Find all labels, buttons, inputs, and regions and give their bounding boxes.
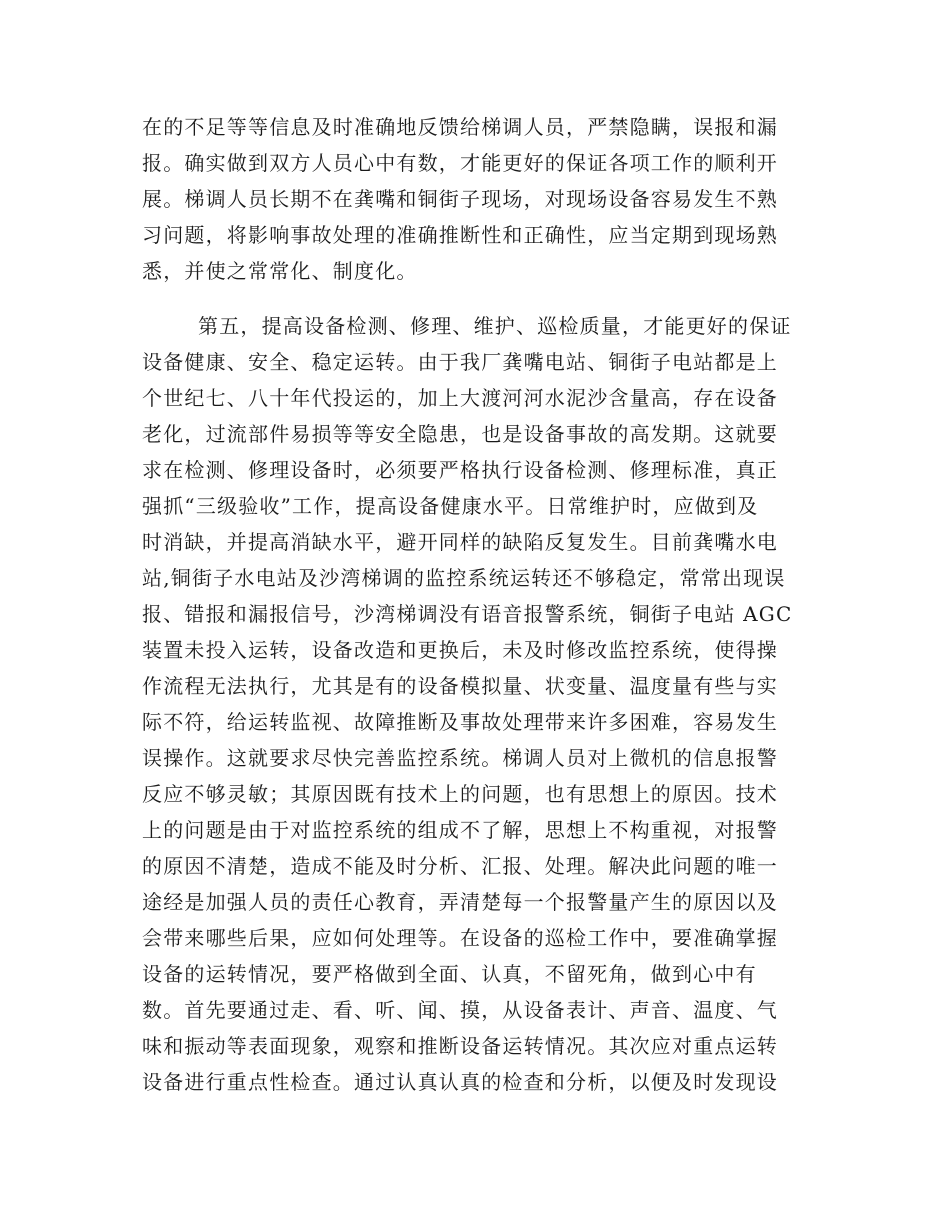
text-line: 作流程无法执行，尤其是有的设备模拟量、状变量、温度量有些与实 [142,674,778,698]
text-line: 老化，过流部件易损等等安全隐患，也是设备事故的高发期。这就要 [142,422,778,446]
text-line: 设备进行重点性检查。通过认真认真的检查和分析，以便及时发现设 [142,1070,778,1094]
text-line: 际不符，给运转监视、故障推断及事故处理带来许多困难，容易发生 [142,710,778,734]
text-line: 报、错报和漏报信号，沙湾梯调没有语音报警系统，铜街子电站 AGC [142,602,793,626]
text-line: 上的问题是由于对监控系统的组成不了解，思想上不构重视，对报警 [142,818,778,842]
text-line: 会带来哪些后果，应如何处理等。在设备的巡检工作中，要准确掌握 [142,926,778,950]
text-line: 反应不够灵敏；其原因既有技术上的问题，也有思想上的原因。技术 [142,782,778,806]
text-line: 习问题，将影响事故处理的准确推断性和正确性，应当定期到现场熟 [142,223,778,247]
text-line: 强抓“三级验收”工作，提高设备健康水平。日常维护时，应做到及 [142,494,759,518]
text-line: 的原因不清楚，造成不能及时分析、汇报、处理。解决此问题的唯一 [142,854,778,878]
text-line: 装置未投入运转，设备改造和更换后，未及时修改监控系统，使得操 [142,638,778,662]
paragraph-first-line: 第五，提高设备检测、修理、维护、巡检质量，才能更好的保证 [198,314,792,338]
text-line: 站,铜街子水电站及沙湾梯调的监控系统运转还不够稳定，常常出现误 [142,566,786,590]
text-line: 数。首先要通过走、看、听、闻、摸，从设备表计、声音、温度、气 [142,998,778,1022]
text-line: 设备的运转情况，要严格做到全面、认真，不留死角，做到心中有 [142,962,757,986]
text-line: 报。确实做到双方人员心中有数，才能更好的保证各项工作的顺利开 [142,151,778,175]
text-line: 展。梯调人员长期不在龚嘴和铜街子现场，对现场设备容易发生不熟 [142,187,778,211]
text-line: 个世纪七、八十年代投运的，加上大渡河河水泥沙含量高，存在设备 [142,386,778,410]
text-line: 设备健康、安全、稳定运转。由于我厂龚嘴电站、铜街子电站都是上 [142,350,778,374]
text-line: 求在检测、修理设备时，必须要严格执行设备检测、修理标准，真正 [142,458,778,482]
text-line: 悉，并使之常常化、制度化。 [142,259,418,283]
text-line: 时消缺，并提高消缺水平，避开同样的缺陷反复发生。目前龚嘴水电 [142,530,778,554]
text-line: 误操作。这就要求尽快完善监控系统。梯调人员对上微机的信息报警 [142,746,778,770]
text-line: 在的不足等等信息及时准确地反馈给梯调人员，严禁隐瞒，误报和漏 [142,115,778,139]
text-line: 味和振动等表面现象，观察和推断设备运转情况。其次应对重点运转 [142,1034,778,1058]
text-line: 途经是加强人员的责任心教育，弄清楚每一个报警量产生的原因以及 [142,890,778,914]
